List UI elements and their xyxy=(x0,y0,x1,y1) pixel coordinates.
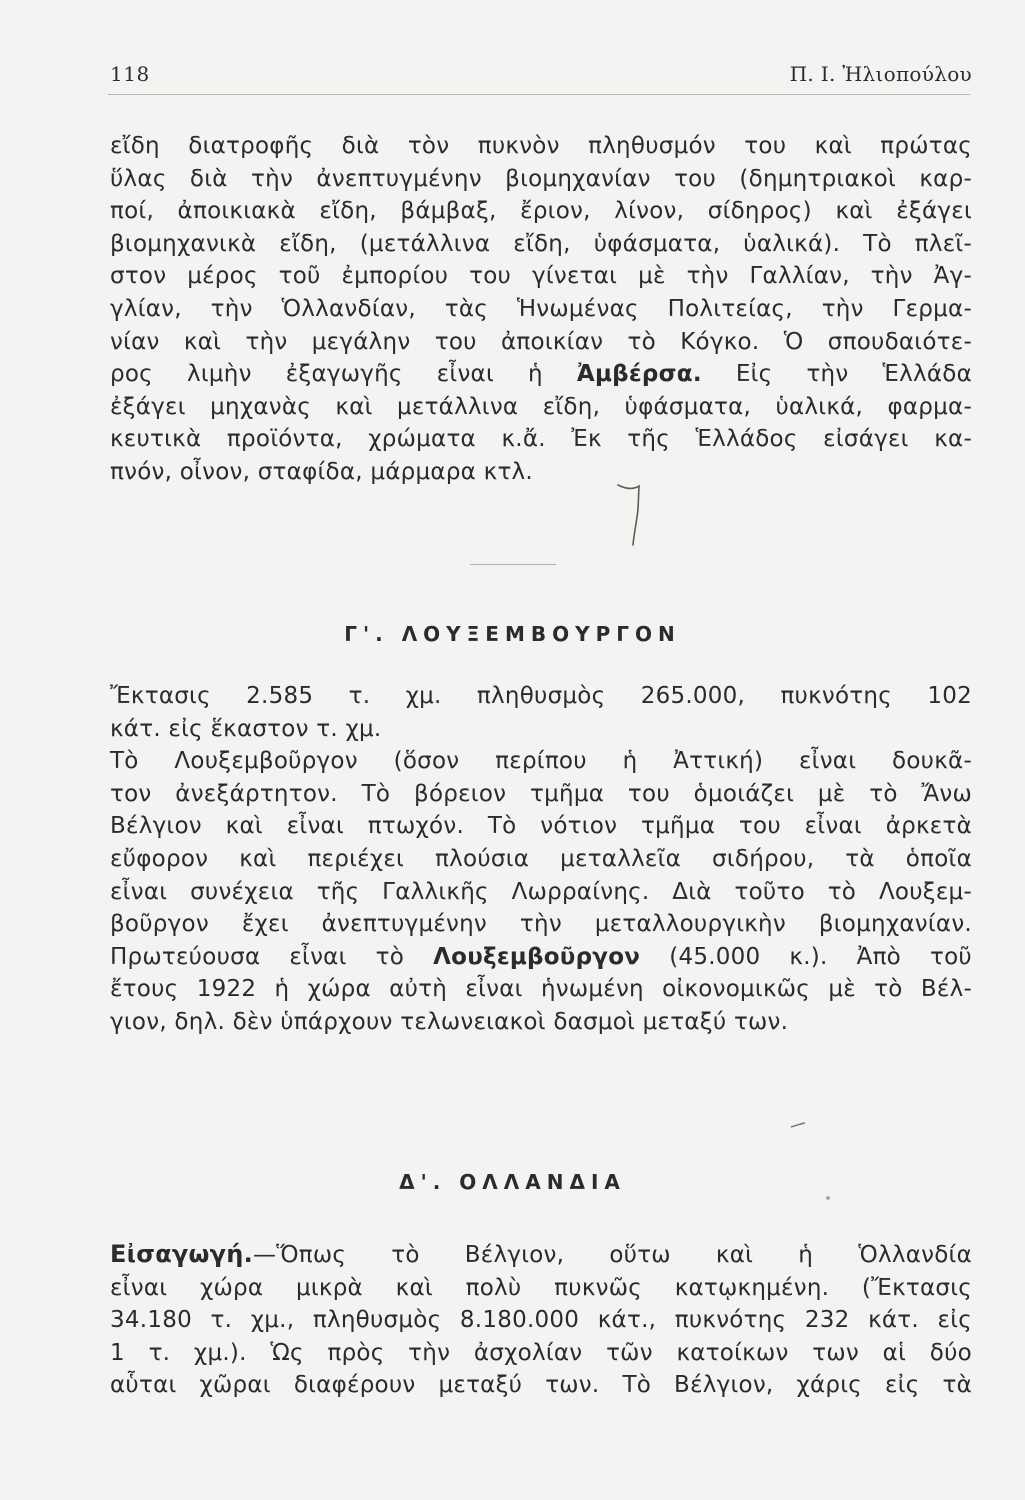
text-line: ποί, ἀποικιακὰ εἴδη, βάμβαξ, ἔριον, λίνον, σίδηρος) καὶ ἐξάγει xyxy=(110,198,972,225)
text-line-with-bold xyxy=(110,358,972,391)
text-line: τον ἀνεξάρτητον. Τὸ βόρειον τμῆμα του ὁμοιάζει μὲ τὸ Ἄνω xyxy=(110,780,972,807)
bold-capital-name: Λουξεμβοῦργον xyxy=(433,943,641,970)
text-line: ὕλας διὰ τὴν ἀνεπτυγμένην βιομηχανίαν του (δημητριακοὶ καρ- xyxy=(110,165,972,192)
text-line: βιομηχανικὰ εἴδη, (μετάλλινα εἴδη, ὑφάσματα, ὑαλικά). Τὸ πλεῖ- xyxy=(110,230,972,257)
text-line: ἔτους 1922 ἡ χώρα αὐτὴ εἶναι ἡνωμένη οἰκονομικῶς μὲ τὸ Βέλ- xyxy=(110,976,972,1003)
text-line: αὗται χῶραι διαφέρουν μεταξύ των. Τὸ Βέλγιον, χάρις εἰς τὰ xyxy=(110,1372,972,1399)
text-line: εἶναι χώρα μικρὰ καὶ πολὺ πυκνῶς κατῳκημένη. (Ἔκτασις xyxy=(110,1274,972,1301)
luxembourg-section xyxy=(110,680,972,1039)
text-line-with-bold xyxy=(110,1238,972,1272)
text-line: πνόν, οἶνον, σταφίδα, μάρμαρα κτλ. xyxy=(110,458,533,485)
netherlands-section xyxy=(110,1238,972,1402)
text-line: ἐξάγει μηχανὰς καὶ μετάλλινα εἴδη, ὑφάσματα, ὑαλικά, φαρμα- xyxy=(110,393,972,420)
print-speck-icon xyxy=(824,1194,832,1202)
text-line: κάτ. εἰς ἕκαστον τ. χμ. xyxy=(110,715,382,742)
text-fragment: (45.000 κ.). Ἀπὸ τοῦ xyxy=(640,943,972,970)
text-fragment: Πρωτεύουσα εἶναι τὸ xyxy=(110,943,405,970)
handwritten-bracket-icon xyxy=(610,479,650,549)
text-line: 1 τ. χμ.). Ὡς πρὸς τὴν ἀσχολίαν τῶν κατοίκων των αἱ δύο xyxy=(110,1339,972,1366)
running-header-author: Π. Ι. Ἠλιοπούλου xyxy=(789,62,972,86)
text-line: Τὸ Λουξεμβοῦργον (ὅσον περίπου ἡ Ἀττική) εἶναι δουκᾶ- xyxy=(110,748,972,775)
intro-paragraph xyxy=(110,130,972,489)
bold-place-name: Ἀμβέρσα. xyxy=(576,361,702,388)
text-line: γιον, δηλ. δὲν ὑπάρχουν τελωνειακοὶ δασμοὶ μεταξύ των. xyxy=(110,1008,789,1035)
text-line: εἴδη διατροφῆς διὰ τὸν πυκνὸν πληθυσμόν του καὶ πρώτας xyxy=(110,133,972,159)
text-fragment: —Ὅπως τὸ Βέλγιον, οὕτω καὶ ἡ Ὁλλανδία xyxy=(252,1242,972,1268)
text-line: στον μέρος τοῦ ἐμπορίου του γίνεται μὲ τὴν Γαλλίαν, τὴν Ἀγ- xyxy=(110,263,972,290)
text-line: κευτικὰ προϊόντα, χρώματα κ.ἄ. Ἐκ τῆς Ἑλλάδος εἰσάγει κα- xyxy=(110,426,972,453)
text-line: εἶναι συνέχεια τῆς Γαλλικῆς Λωρραίνης. Διὰ τοῦτο τὸ Λουξεμ- xyxy=(110,878,972,905)
section-divider xyxy=(470,564,556,565)
bold-subheading: Εἰσαγωγή. xyxy=(110,1240,253,1268)
text-line: 34.180 τ. χμ., πληθυσμὸς 8.180.000 κάτ., πυκνότης 232 κάτ. εἰς xyxy=(110,1307,972,1334)
text-line-with-bold xyxy=(110,941,972,974)
text-line: νίαν καὶ τὴν μεγάλην του ἀποικίαν τὸ Κόγκο. Ὁ σπουδαιότε- xyxy=(110,328,972,355)
text-fragment: ρος λιμὴν ἐξαγωγῆς εἶναι ἡ xyxy=(110,361,543,388)
text-line: Βέλγιον καὶ εἶναι πτωχόν. Τὸ νότιον τμῆμα του εἶναι ἀρκετὰ xyxy=(110,813,972,840)
print-speck-icon xyxy=(790,1122,806,1128)
text-line: βοῦργον ἔχει ἀνεπτυγμένην τὴν μεταλλουργικὴν βιομηχανίαν. xyxy=(110,911,972,938)
text-fragment: Εἰς τὴν Ἑλλάδα xyxy=(701,361,972,388)
section-heading-luxembourg: Γ'. ΛΟΥΞΕΜΒΟΥΡΓΟΝ xyxy=(344,622,681,646)
text-line: γλίαν, τὴν Ὁλλανδίαν, τὰς Ἡνωμένας Πολιτείας, τὴν Γερμα- xyxy=(110,295,972,322)
text-line: Ἔκτασις 2.585 τ. χμ. πληθυσμὸς 265.000, πυκνότης 102 xyxy=(110,683,972,709)
header-divider xyxy=(108,94,970,95)
section-heading-netherlands: Δ'. ΟΛΛΑΝΔΙΑ xyxy=(399,1170,626,1194)
page-number: 118 xyxy=(110,62,150,86)
text-line: εὔφορον καὶ περιέχει πλούσια μεταλλεῖα σιδήρου, τὰ ὁποῖα xyxy=(110,845,972,872)
